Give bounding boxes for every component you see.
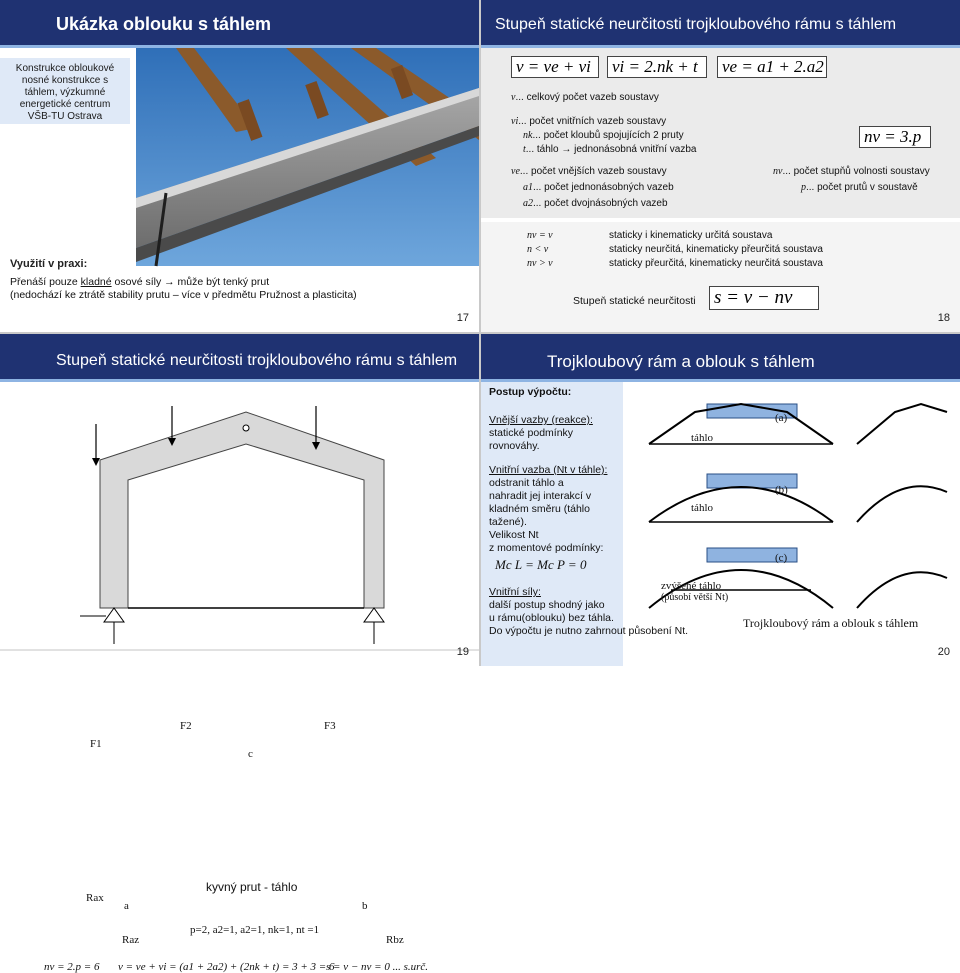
label-F2: F2 [180, 720, 192, 732]
slide-17 [0, 0, 479, 332]
definition-text: ... počet kloubů spojujících 2 pruty [532, 130, 684, 141]
frame-diagram [0, 382, 479, 666]
slide-title: Stupeň statické neurčitosti trojkloubového rámu s táhlem [495, 16, 897, 33]
slide-title-bar [0, 334, 479, 382]
label-Raz: Raz [122, 934, 140, 946]
diagram-b [649, 474, 947, 522]
support-a [104, 608, 124, 622]
symbol: v [511, 92, 516, 103]
symbol: p [801, 182, 806, 193]
symbol: nk [523, 130, 533, 141]
definition-text: ... počet vnitřních vazeb soustavy [518, 116, 667, 127]
equation-v: v = ve + vi [511, 56, 599, 78]
symbol: t [523, 144, 526, 155]
symbol: ve [511, 166, 520, 177]
other-title: Vnitřní síly: [489, 586, 541, 598]
tie-label: kyvný prut - táhlo [206, 880, 298, 894]
case-condition: n < v [527, 244, 549, 255]
label-a: a [124, 900, 129, 912]
definition-text: ... počet jednonásobných vazeb [533, 182, 674, 193]
label-b: b [362, 900, 368, 912]
caption-line: energetické centrum [19, 99, 111, 110]
slide-title-bar [481, 334, 960, 382]
photo-caption [0, 58, 130, 124]
case-cond-3 [527, 258, 553, 269]
label-Rax: Rax [86, 892, 104, 904]
page-number: 17 [456, 312, 469, 324]
tie-label-a: táhlo [691, 432, 713, 444]
case-a-label: (a) [775, 412, 788, 424]
inner-text: kladném směru (táhlo [489, 503, 590, 515]
note-text-part: osové síly → může být tenký prut [111, 276, 270, 288]
caption-line: Konstrukce obloukové [15, 63, 115, 74]
caption-line: táhlem, výzkumné [24, 87, 106, 98]
label-c: c [248, 748, 253, 760]
definition-text: ... počet vnějších vazeb soustavy [519, 166, 667, 177]
note-title: Využití v praxi: [10, 258, 88, 270]
moment-equation: Mc L = Mc P = 0 [495, 557, 587, 572]
inner-text: nahradit jej interakcí v [489, 490, 592, 502]
degree-label: Stupeň statické neurčitosti [573, 295, 696, 307]
equation-s: s = v − nv = 0 ... s.urč. [326, 961, 429, 973]
outer-text: rovnováhy. [489, 440, 540, 452]
definition-ve [511, 166, 667, 177]
free-body-arch [857, 486, 947, 522]
other-text: Do výpočtu je nutno zahrnout působení Nt. [489, 625, 689, 637]
definition-text: ... táhlo → jednonásobná vnitřní vazba [525, 144, 697, 155]
definition-p [801, 182, 918, 193]
tie-note-c: (působí větší Nt) [661, 592, 729, 603]
symbol: vi [511, 116, 519, 127]
definition-text: ... počet prutů v soustavě [806, 182, 918, 193]
case-text-1: staticky i kinematicky určitá soustava [609, 230, 773, 241]
note-line [10, 276, 410, 289]
slide-title: Trojkloubový rám a oblouk s táhlem [547, 352, 815, 371]
equation-ve: ve = a1 + 2.a2 [717, 56, 827, 78]
support-b [364, 608, 384, 622]
arch-curve [649, 487, 833, 522]
symbol: nv [773, 166, 783, 177]
slide-title: Ukázka oblouku s táhlem [56, 14, 272, 34]
definition-text: ... počet stupňů volnosti soustavy [782, 166, 930, 177]
label-Rbz: Rbz [386, 934, 404, 946]
caption-line: VŠB-TU Ostrava [27, 111, 103, 122]
inner-title: Vnitřní vazba (Nt v táhle): [489, 464, 608, 476]
definition-nk [523, 130, 684, 141]
free-body-arch [857, 404, 947, 444]
case-c-label: (c) [775, 552, 788, 564]
case-cond-1 [527, 230, 553, 241]
slide-title-bar [481, 0, 960, 48]
inner-text: z momentové podmínky: [489, 542, 604, 554]
equation-vi: vi = 2.nk + t [607, 56, 707, 78]
case-text-3: staticky přeurčitá, kinematicky neurčitá soustava [609, 258, 823, 269]
crown-hinge [243, 425, 249, 431]
definition-text: ... počet dvojnásobných vazeb [533, 198, 668, 209]
other-text: další postup shodný jako [489, 599, 605, 611]
definition-a2 [523, 198, 668, 209]
params-line: p=2, a2=1, a2=1, nk=1, nt =1 [190, 924, 320, 936]
note-underlined: kladné [80, 276, 112, 288]
tie-label-c: zvýšené táhlo [661, 580, 722, 592]
tie-label-b: táhlo [691, 502, 713, 514]
definition-vi [511, 116, 666, 127]
figure-caption: Trojkloubový rám a oblouk s táhlem [743, 616, 919, 630]
case-cond-2 [527, 244, 548, 255]
page-number: 18 [937, 312, 950, 324]
arrowhead [92, 458, 100, 466]
case-b-label: (b) [775, 484, 788, 496]
three-hinged-frame [100, 412, 384, 608]
page-number: 20 [937, 646, 950, 658]
label-F3: F3 [324, 720, 336, 732]
symbol: a1 [523, 182, 533, 193]
case-text-2: staticky neurčitá, kinematicky přeurčitá soustava [609, 244, 823, 255]
inner-text: odstranit táhlo a [489, 477, 564, 489]
degree-equation: s = v − nv [709, 286, 819, 310]
slide-title: Stupeň statické neurčitosti trojkloubového rámu s táhlem [56, 352, 458, 369]
page-number: 19 [456, 646, 469, 658]
equation-v: v = ve + vi = (a1 + 2a2) + (2nk + t) = 3 + 3 = 6 [118, 961, 335, 973]
equation-nv: nv = 2.p = 6 [44, 961, 100, 973]
symbol: a2 [523, 198, 533, 209]
case-condition: nv = v [527, 230, 553, 241]
label-F1: F1 [90, 738, 102, 750]
note-text-part: Přenáší pouze [10, 276, 81, 288]
caption-line: nosné konstrukce s [21, 75, 109, 86]
equation-nv: nv = 3.p [859, 126, 931, 148]
inner-text: tažené). [489, 516, 527, 528]
procedure-title: Postup výpočtu: [489, 386, 572, 398]
slide-18 [481, 0, 960, 332]
definition-text: ... celkový počet vazeb soustavy [515, 92, 659, 103]
definition-v [511, 92, 659, 103]
free-body-arch [857, 572, 947, 608]
case-condition: nv > v [527, 258, 553, 269]
outer-text: statické podmínky [489, 427, 574, 439]
note-line: (nedochází ke ztrátě stability prutu – více v předmětu Pružnost a plasticita) [10, 289, 357, 301]
slide-20 [481, 334, 960, 666]
definition-t [523, 144, 696, 155]
other-text: u rámu(oblouku) bez táhla. [489, 612, 614, 624]
note-text [10, 276, 410, 302]
slide-19 [0, 334, 479, 973]
arch-photo [136, 48, 479, 266]
inner-text: Velikost Nt [489, 529, 539, 541]
definition-nv [773, 166, 930, 177]
outer-title: Vnější vazby (reakce): [489, 414, 593, 426]
slide-title-bar [0, 0, 479, 48]
definition-a1 [523, 182, 674, 193]
